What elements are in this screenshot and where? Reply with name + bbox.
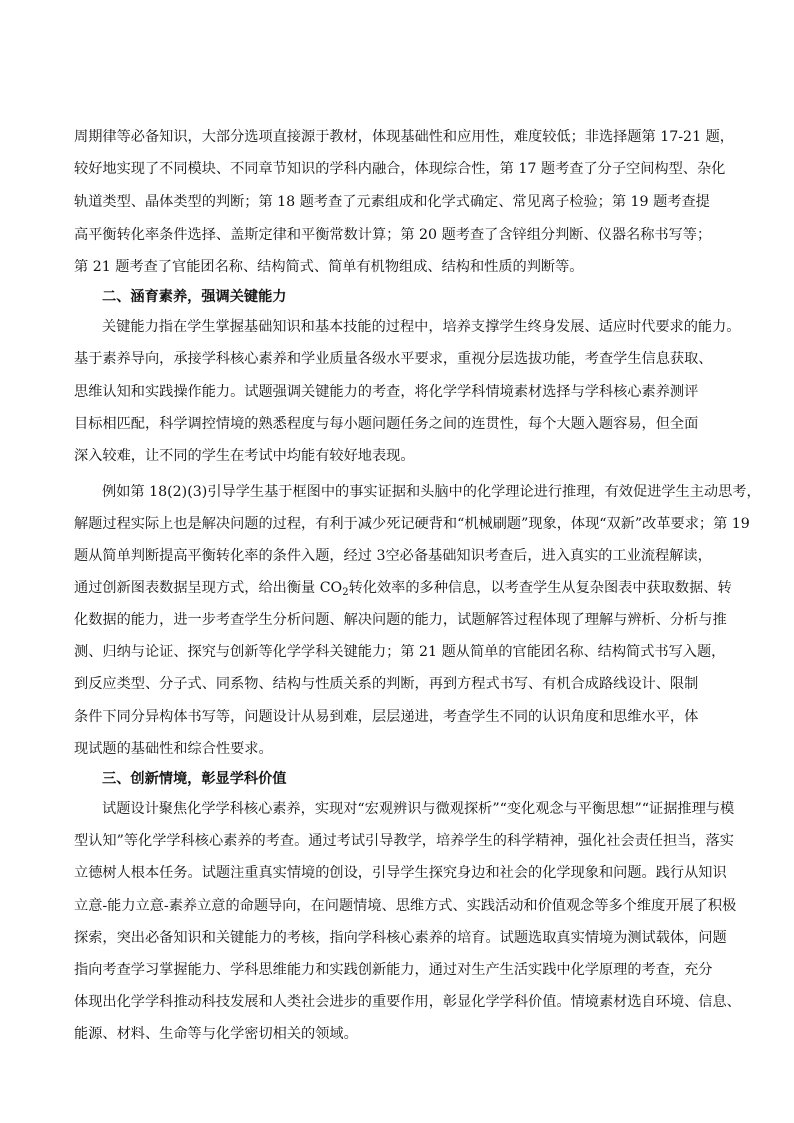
paragraph-line: 关键能力指在学生掌握基础知识和基本技能的过程中，培养支撑学生终身发展、适应时代要求的能力。 [102,319,741,335]
paragraph-line: 轨道类型、晶体类型的判断；第 18 题考查了元素组成和化学式确定、常见离子检验；第 19 题考查提 [74,194,710,210]
paragraph-line: 探索，突出必备知识和关键能力的考核，指向学科核心素养的培育。试题选取真实情境为测试载体，问题 [74,930,727,946]
paragraph-line: 例如第 18(2)(3)引导学生基于框图中的事实证据和头脑中的化学理论进行推理，有效促进学生主动思考， [102,484,761,500]
paragraph-line: 周期律等必备知识，大部分选项直接源于教材，体现基础性和应用性，难度较低；非选择题第 17-21 题， [74,129,734,145]
paragraph-line: 立德树人根本任务。试题注重真实情境的创设，引导学生探究身边和社会的化学现象和问题。践行从知识 [74,865,727,881]
paragraph-line: 能源、材料、生命等与化学密切相关的领域。 [74,1026,358,1042]
paragraph-line: 题从简单判断提高平衡转化率的条件入题，经过 3空必备基础知识考查后，进入真实的工业流程解读， [74,548,712,564]
text-run: 通过创新图表数据呈现方式，给出衡量 CO [74,580,343,596]
section-heading: 三、创新情境，彰显学科价值 [102,771,287,787]
paragraph-line: 较好地实现了不同模块、不同章节知识的学科内融合，体现综合性，第 17 题考查了分子空间构型、杂化 [74,161,726,177]
paragraph-line: 第 21 题考查了官能团名称、结构简式、简单有机物组成、结构和性质的判断等。 [74,259,584,275]
paragraph-line: 现试题的基础性和综合性要求。 [74,741,273,757]
text-run: 转化效率的多种信息，以考查学生从复杂图表中获取数据、转 [348,580,732,596]
paragraph-line: 解题过程实际上也是解决问题的过程，有利于减少死记硬背和“机械刷题”现象，体现“双新”改革要求；第 19 [74,516,750,532]
paragraph-line: 指向考查学习掌握能力、学科思维能力和实践创新能力，通过对生产生活实践中化学原理的考查，充分 [74,962,713,978]
paragraph-line: 深入较难，让不同的学生在考试中均能有较好地表现。 [74,448,415,464]
paragraph-line: 体现出化学学科推动科技发展和人类社会进步的重要作用，彰显化学学科价值。情境素材选自环境、信息、 [74,994,741,1010]
paragraph-line: 测、归纳与论证、探究与创新等化学学科关键能力；第 21 题从简单的官能团名称、结构简式书写入题， [74,644,726,660]
paragraph-line: 试题设计聚焦化学学科核心素养，实现对“宏观辨识与微观探析”“变化观念与平衡思想”“证据推理与模 [102,801,735,817]
paragraph-line-with-formula [74,578,732,598]
paragraph-line: 基于素养导向，承接学科核心素养和学业质量各级水平要求，重视分层选拔功能，考查学生信息获取、 [74,351,713,367]
paragraph-line: 目标相匹配，科学调控情境的熟悉程度与每小题问题任务之间的连贯性，每个大题入题容易，但全面 [74,416,699,432]
paragraph-line: 立意-能力立意-素养立意的命题导向，在问题情境、思维方式、实践活动和价值观念等多个维度开展了积极 [74,898,737,914]
subscript: 2 [342,587,349,598]
paragraph-line: 思维认知和实践操作能力。试题强调关键能力的考查，将化学学科情境素材选择与学科核心素养测评 [74,384,699,400]
paragraph-line: 型认知”等化学学科核心素养的考查。通过考试引导教学，培养学生的科学精神，强化社会责任担当，落实 [74,833,734,849]
paragraph-line: 到反应类型、分子式、同系物、结构与性质关系的判断，再到方程式书写、有机合成路线设计、限制 [74,676,699,692]
paragraph-line: 化数据的能力，进一步考查学生分析问题、解决问题的能力，试题解答过程体现了理解与辨析、分析与推 [74,612,727,628]
section-heading: 二、涵育素养，强调关键能力 [102,289,287,305]
paragraph-line: 高平衡转化率条件选择、盖斯定律和平衡常数计算；第 20 题考查了含锌组分判断、仪器名称书写等； [74,227,712,243]
paragraph-line: 条件下同分异构体书写等，问题设计从易到难，层层递进，考查学生不同的认识角度和思维水平，体 [74,709,699,725]
